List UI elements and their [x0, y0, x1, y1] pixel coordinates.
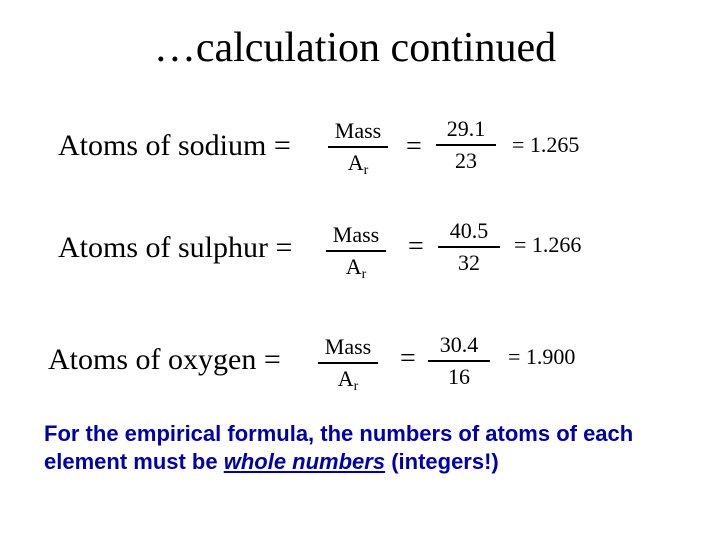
sulphur-label: Atoms of sulphur =	[58, 231, 293, 264]
equals-sign: =	[406, 131, 422, 162]
fraction-bar	[428, 360, 490, 362]
footer-note	[44, 420, 704, 476]
fraction-denominator: 23	[455, 148, 477, 173]
fraction-numerator: Mass	[332, 222, 380, 247]
fraction-denominator: $A_r$	[345, 254, 367, 282]
fraction-bar	[438, 246, 500, 248]
sulphur-mass-fraction	[326, 222, 386, 288]
equals-sign: =	[408, 231, 424, 262]
sodium-value-fraction	[436, 116, 496, 174]
oxygen-value-fraction	[428, 332, 490, 390]
fraction-numerator: 40.5	[449, 218, 489, 243]
fraction-denominator: 32	[458, 250, 480, 275]
footer-text-after: (integers!)	[385, 449, 499, 474]
fraction-denominator: $A_r$	[347, 150, 369, 178]
sodium-result: = 1.265	[512, 132, 580, 157]
fraction-denominator: $A_r$	[337, 366, 359, 394]
fraction-bar	[318, 362, 378, 364]
fraction-bar	[326, 250, 386, 252]
fraction-numerator: 29.1	[446, 116, 486, 141]
sulphur-value-fraction	[438, 218, 500, 276]
fraction-numerator: Mass	[324, 334, 372, 359]
slide-title: …calculation continued	[153, 25, 557, 71]
oxygen-label: Atoms of oxygen =	[48, 343, 281, 376]
equals-sign: =	[400, 343, 416, 374]
sulphur-result: = 1.266	[514, 232, 582, 257]
sodium-mass-fraction	[328, 118, 388, 184]
oxygen-mass-fraction	[318, 334, 378, 400]
fraction-denominator: 16	[448, 364, 470, 389]
fraction-numerator: 30.4	[439, 332, 479, 357]
oxygen-result: = 1.900	[508, 344, 576, 369]
footer-text-before: For the empirical formula, the numbers of atoms of each element must be	[44, 421, 634, 474]
fraction-bar	[436, 144, 496, 146]
fraction-numerator: Mass	[334, 118, 382, 143]
fraction-bar	[328, 146, 388, 148]
sodium-label: Atoms of sodium =	[58, 129, 291, 162]
footer-emphasis: whole numbers	[223, 449, 386, 474]
